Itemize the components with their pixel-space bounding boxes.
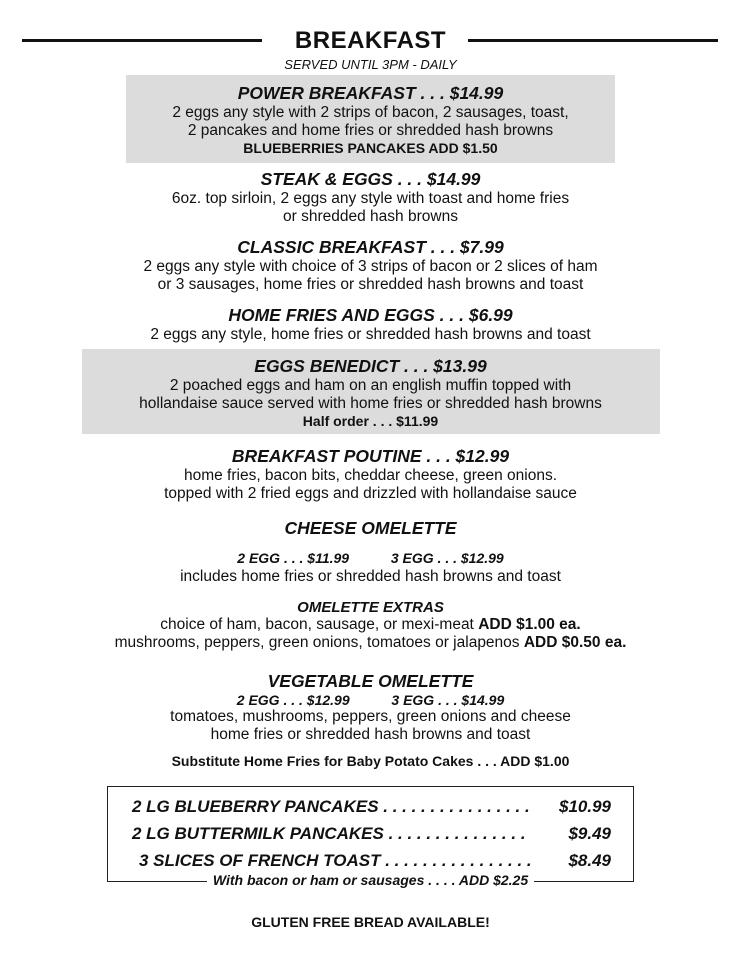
eggs-benedict-desc-2: hollandaise sauce served with home fries or shredded hash browns: [139, 395, 602, 412]
omelette-extras-desc-2: mushrooms, peppers, green onions, tomatoes or jalapenos: [114, 634, 524, 651]
page-subtitle: SERVED UNTIL 3PM - DAILY: [284, 57, 457, 72]
classic-breakfast-desc-1: 2 eggs any style with choice of 3 strips of bacon or 2 slices of ham: [143, 258, 598, 275]
sides-row-name: 2 LG BLUEBERRY PANCAKES . . . . . . . . . . . . . . . .: [132, 797, 530, 816]
vegetable-omelette-title: VEGETABLE OMELETTE: [267, 671, 474, 691]
sides-row-name: 3 SLICES OF FRENCH TOAST . . . . . . . . . . . . . . . .: [139, 851, 532, 870]
eggs-benedict-section: [0, 356, 741, 429]
sides-row-price: $10.99: [559, 797, 611, 816]
eggs-benedict-desc-1: 2 poached eggs and ham on an english muffin topped with: [169, 377, 572, 394]
sides-row-price: $8.49: [568, 851, 611, 870]
eggs-benedict-half: Half order . . . $11.99: [302, 413, 439, 429]
sides-box-footer: With bacon or ham or sausages . . . . ADD $2.25: [207, 872, 534, 888]
cheese-omelette-prices: [0, 550, 741, 566]
page-title: BREAKFAST: [294, 27, 447, 54]
cheese-omelette-title: CHEESE OMELETTE: [284, 518, 457, 538]
steak-eggs-section: [0, 169, 741, 226]
home-fries-eggs-section: [0, 305, 741, 344]
breakfast-poutine-title: BREAKFAST POUTINE . . . $12.99: [231, 446, 510, 466]
steak-eggs-title: STEAK & EGGS . . . $14.99: [260, 169, 481, 189]
vegetable-omelette-prices: [0, 692, 741, 708]
home-fries-eggs-desc-1: 2 eggs any style, home fries or shredded hash browns and toast: [150, 326, 591, 343]
power-breakfast-section: [0, 83, 741, 156]
breakfast-poutine-desc-2: topped with 2 fried eggs and drizzled with hollandaise sauce: [164, 485, 577, 502]
cheese-omelette-2egg: 2 EGG . . . $11.99: [237, 550, 350, 566]
classic-breakfast-desc-2: or 3 sausages, home fries or shredded hash browns and toast: [157, 276, 584, 293]
vegetable-omelette-3egg: 3 EGG . . . $14.99: [391, 692, 505, 708]
power-breakfast-addon: BLUEBERRIES PANCAKES ADD $1.50: [243, 140, 498, 156]
substitute-note: Substitute Home Fries for Baby Potato Cakes . . . ADD $1.00: [171, 753, 570, 769]
breakfast-poutine-desc-1: home fries, bacon bits, cheddar cheese, green onions.: [183, 467, 558, 484]
classic-breakfast-title: CLASSIC BREAKFAST . . . $7.99: [237, 237, 504, 257]
power-breakfast-desc-1: 2 eggs any style with 2 strips of bacon, 2 sausages, toast,: [172, 104, 569, 121]
cheese-omelette-desc-1: includes home fries or shredded hash browns and toast: [180, 568, 561, 585]
vegetable-omelette-2egg: 2 EGG . . . $12.99: [236, 692, 350, 708]
steak-eggs-desc-1: 6oz. top sirloin, 2 eggs any style with toast and home fries: [171, 190, 570, 207]
omelette-extras-price-2: ADD $0.50 ea.: [523, 634, 627, 651]
eggs-benedict-title: EGGS BENEDICT . . . $13.99: [254, 356, 487, 376]
power-breakfast-title: POWER BREAKFAST . . . $14.99: [237, 83, 504, 103]
sides-box: [107, 786, 634, 888]
omelette-extras-section: [0, 599, 741, 652]
sides-row-price: $9.49: [568, 824, 611, 843]
vegetable-omelette-desc-1: tomatoes, mushrooms, peppers, green onions and cheese: [170, 708, 571, 725]
classic-breakfast-section: [0, 237, 741, 294]
power-breakfast-desc-2: 2 pancakes and home fries or shredded hash browns: [187, 122, 554, 139]
steak-eggs-desc-2: or shredded hash browns: [283, 208, 458, 225]
omelette-extras-price-1: ADD $1.00 ea.: [478, 616, 581, 633]
sides-row: [132, 797, 611, 817]
home-fries-eggs-title: HOME FRIES AND EGGS . . . $6.99: [228, 305, 513, 325]
vegetable-omelette-desc-2: home fries or shredded hash browns and toast: [210, 726, 531, 743]
sides-row: [132, 824, 611, 844]
cheese-omelette-3egg: 3 EGG . . . $12.99: [390, 550, 504, 566]
omelette-extras-title: OMELETTE EXTRAS: [297, 599, 444, 616]
breakfast-poutine-section: [0, 446, 741, 503]
sides-row-name: 2 LG BUTTERMILK PANCAKES . . . . . . . . . . . . . . .: [132, 824, 526, 843]
omelette-extras-desc-1: choice of ham, bacon, sausage, or mexi-meat: [160, 616, 479, 633]
gluten-free-note: GLUTEN FREE BREAD AVAILABLE!: [251, 914, 490, 930]
sides-row: [139, 851, 611, 871]
vegetable-omelette-section: [0, 671, 741, 744]
